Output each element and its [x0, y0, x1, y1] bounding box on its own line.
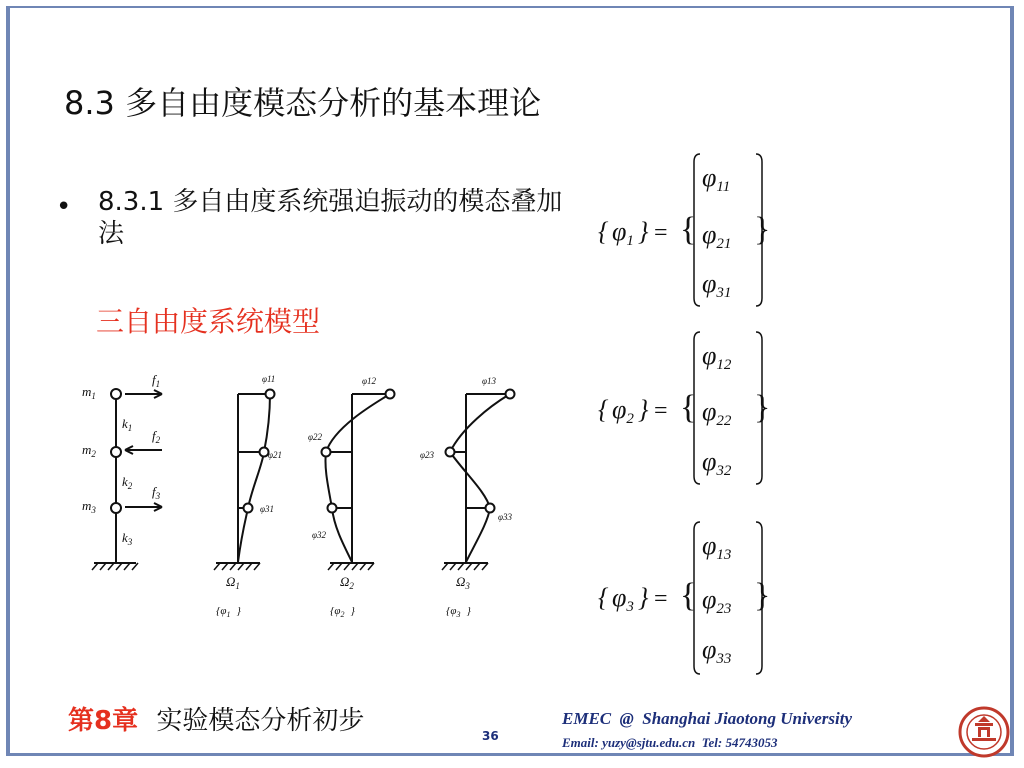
force-label-1: $f_1$	[152, 372, 161, 389]
mass-node-1	[111, 389, 121, 399]
svg-text:}: }	[638, 217, 649, 246]
svg-text:}: }	[638, 583, 649, 612]
university-seal-icon	[958, 706, 1010, 758]
mass-node-3	[111, 503, 121, 513]
mass-label-3: $m_3$	[82, 498, 96, 515]
footer-university: EMEC @ Shanghai Jiaotong University	[562, 709, 852, 728]
svg-text:φ21: φ21	[702, 220, 732, 252]
svg-text:φ2: φ2	[612, 395, 634, 427]
svg-text:}: }	[754, 211, 771, 248]
svg-text:φ23: φ23	[702, 585, 732, 617]
svg-text:}: }	[754, 389, 771, 426]
mode3-vector: {$\varphi_3$ }	[446, 605, 471, 619]
svg-text:=: =	[654, 586, 668, 612]
mass-label-2: $m_2$	[82, 442, 96, 459]
mode3-label-1: φ13	[482, 376, 496, 386]
svg-text:=: =	[654, 398, 668, 424]
svg-text:{: {	[680, 389, 697, 426]
equation-1	[598, 163, 770, 301]
spring-label-3: $k_3$	[122, 530, 133, 547]
page-number: 36	[482, 729, 499, 743]
footer-contact: Email: yuzy@sjtu.edu.cn Tel: 54743053	[562, 735, 778, 750]
svg-text:φ3: φ3	[612, 583, 634, 615]
svg-text:}: }	[638, 395, 649, 424]
svg-text:{: {	[680, 211, 697, 248]
equation-2	[598, 341, 770, 479]
mode2-vector: {$\varphi_2$ }	[330, 605, 355, 619]
svg-text:=: =	[654, 220, 668, 246]
mode1-label-1: φ11	[262, 374, 276, 384]
force-label-3: $f_3$	[152, 484, 161, 501]
spring-label-2: $k_2$	[122, 474, 133, 491]
svg-text:{: {	[598, 217, 609, 246]
mode1-omega: $\Omega_1$	[226, 574, 240, 591]
svg-text:φ33: φ33	[702, 635, 732, 667]
mode2-label-3: φ32	[312, 530, 326, 540]
force-label-2: $f_2$	[152, 428, 161, 445]
bullet-marker: •	[56, 192, 72, 222]
svg-text:φ12: φ12	[702, 341, 732, 373]
mode2-label-1: φ12	[362, 376, 376, 386]
mode1-vector: {$\varphi_1$ }	[216, 605, 241, 619]
mode1-label-2: φ21	[268, 450, 282, 460]
slide-title: 8.3 多自由度模态分析的基本理论	[64, 84, 542, 122]
spring-label-1: $k_1$	[122, 416, 133, 433]
mode3-label-2: φ23	[420, 450, 434, 460]
mode2-omega: $\Omega_2$	[340, 574, 354, 591]
footer-chapter	[68, 700, 364, 737]
svg-text:φ31: φ31	[702, 269, 732, 301]
model-label: 三自由度系统模型	[96, 305, 321, 338]
chapter-title: 实验模态分析初步	[156, 706, 365, 736]
svg-text:φ22: φ22	[702, 397, 732, 429]
three-dof-figure	[80, 362, 550, 624]
bullet-text: 8.3.1 多自由度系统强迫振动的模态叠加法	[98, 187, 563, 249]
mode3-omega: $\Omega_3$	[456, 574, 470, 591]
mass-label-1: $m_1$	[82, 384, 96, 401]
svg-text:{: {	[598, 395, 609, 424]
mass-node-2	[111, 447, 121, 457]
svg-text:}: }	[754, 577, 771, 614]
mode1-label-3: φ31	[260, 504, 274, 514]
mode-vector-equations	[590, 146, 790, 676]
svg-text:φ32: φ32	[702, 447, 732, 479]
svg-text:φ13: φ13	[702, 531, 732, 563]
svg-text:{: {	[680, 577, 697, 614]
svg-text:φ11: φ11	[702, 163, 731, 195]
equation-3	[598, 531, 770, 667]
mode2-label-2: φ22	[308, 432, 322, 442]
svg-text:{: {	[598, 583, 609, 612]
chapter-number: 第8章	[68, 706, 139, 736]
svg-text:φ1: φ1	[612, 217, 634, 249]
mode3-label-3: φ33	[498, 512, 512, 522]
